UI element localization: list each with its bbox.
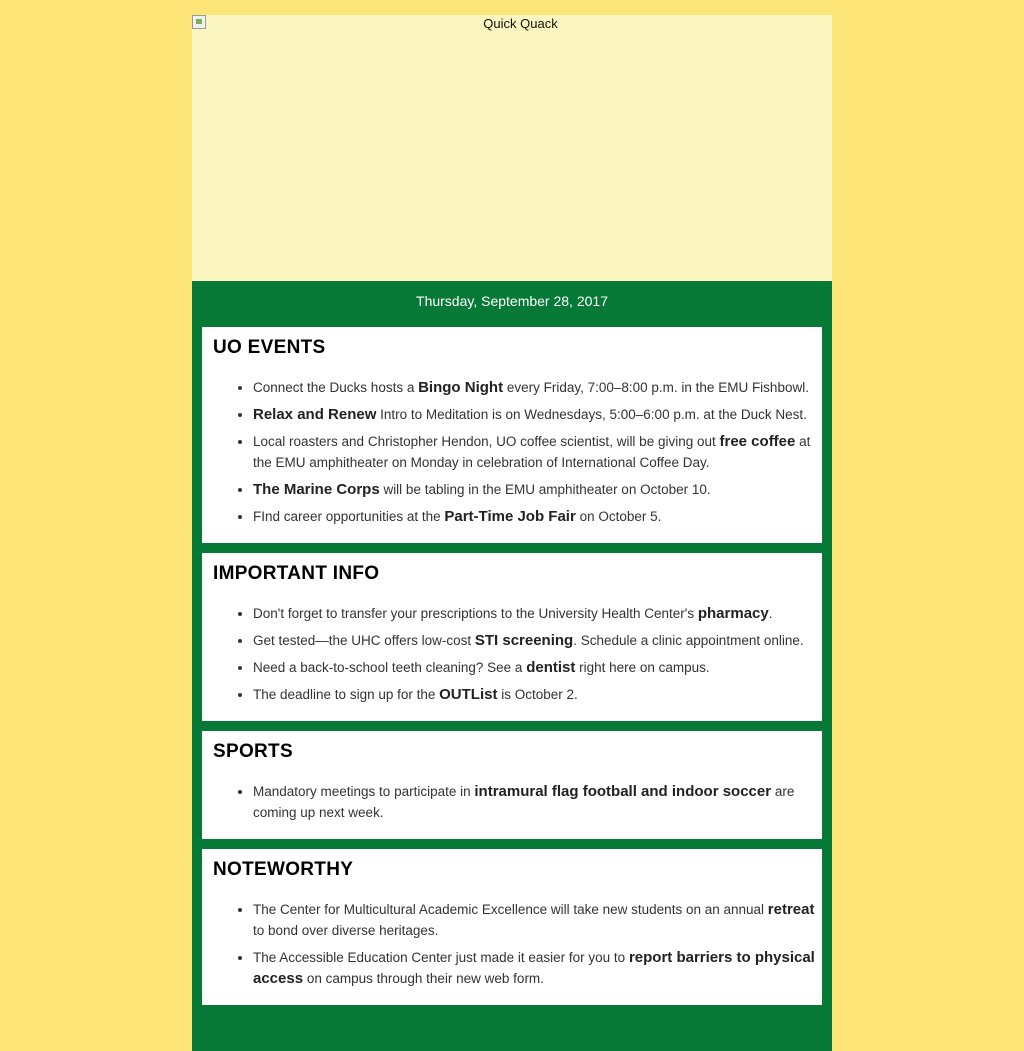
item-link[interactable]: intramural flag football and indoor soccer — [474, 783, 772, 800]
item-text: on October 5. — [575, 509, 662, 524]
item-link[interactable]: dentist — [526, 659, 576, 676]
list-item — [253, 377, 818, 398]
section-list — [213, 899, 818, 989]
section-title: NOTEWORTHY — [213, 859, 354, 880]
section-card — [202, 849, 822, 1005]
item-text: FInd career opportunities at the — [253, 509, 445, 524]
banner — [192, 15, 832, 281]
item-link[interactable]: STI screening — [474, 632, 574, 649]
banner-alt-text: Quick Quack — [483, 16, 558, 31]
item-text: Don't forget to transfer your prescriptions to the University Health Center's — [253, 606, 698, 621]
list-item — [253, 630, 818, 651]
item-text: to bond over diverse heritages. — [253, 923, 439, 938]
list-item — [253, 506, 818, 527]
section-card — [202, 731, 822, 839]
item-text: right here on campus. — [575, 660, 710, 675]
item-text: Connect the Ducks hosts a — [253, 380, 419, 395]
section-list — [213, 781, 818, 823]
issue-date: Thursday, September 28, 2017 — [416, 293, 608, 309]
section-card — [202, 553, 822, 721]
list-item — [253, 431, 818, 473]
item-link[interactable]: Relax and Renew — [253, 406, 377, 423]
item-text: at the EMU amphitheater on Monday in celebration of International Coffee Day. — [253, 434, 811, 470]
item-link[interactable]: report barriers to physical access — [253, 949, 815, 987]
item-text: The Center for Multicultural Academic Excellence will take new students on an annual — [253, 902, 768, 917]
item-text: on campus through their new web form. — [303, 971, 544, 986]
list-item — [253, 947, 818, 989]
list-item — [253, 684, 818, 705]
newsletter — [192, 15, 832, 1051]
section-list — [213, 377, 818, 527]
item-text: The deadline to sign up for the — [253, 687, 440, 702]
item-link[interactable]: free coffee — [719, 433, 796, 450]
section-title: SPORTS — [213, 741, 293, 762]
item-link[interactable]: pharmacy — [697, 605, 769, 622]
content-panel — [192, 281, 832, 1051]
list-item — [253, 404, 818, 425]
item-text: Get tested—the UHC offers low-cost — [253, 633, 475, 648]
list-item — [253, 899, 818, 941]
list-item — [253, 657, 818, 678]
list-item — [253, 603, 818, 624]
item-text: . Schedule a clinic appointment online. — [573, 633, 804, 648]
item-text: Intro to Meditation is on Wednesdays, 5:00–6:00 p.m. at the Duck Nest. — [376, 407, 807, 422]
item-text: Need a back-to-school teeth cleaning? See a — [253, 660, 527, 675]
item-text: will be tabling in the EMU amphitheater on October 10. — [379, 482, 711, 497]
section-title: UO EVENTS — [213, 337, 326, 358]
item-link[interactable]: retreat — [767, 901, 815, 918]
sections — [202, 327, 822, 1005]
item-link[interactable]: OUTList — [439, 686, 498, 703]
item-text: are coming up next week. — [253, 784, 795, 820]
section-card — [202, 327, 822, 543]
item-text: . — [768, 606, 773, 621]
item-text: Mandatory meetings to participate in — [253, 784, 475, 799]
list-item — [253, 781, 818, 823]
item-text: every Friday, 7:00–8:00 p.m. in the EMU Fishbowl. — [503, 380, 809, 395]
section-title: IMPORTANT INFO — [213, 563, 380, 584]
item-link[interactable]: Part-Time Job Fair — [444, 508, 576, 525]
section-list — [213, 603, 818, 705]
item-text: is October 2. — [497, 687, 578, 702]
item-link[interactable]: The Marine Corps — [253, 481, 380, 498]
item-text: The Accessible Education Center just made it easier for you to — [253, 950, 629, 965]
item-link[interactable]: Bingo Night — [418, 379, 504, 396]
list-item — [253, 479, 818, 500]
item-text: Local roasters and Christopher Hendon, UO coffee scientist, will be giving out — [253, 434, 720, 449]
